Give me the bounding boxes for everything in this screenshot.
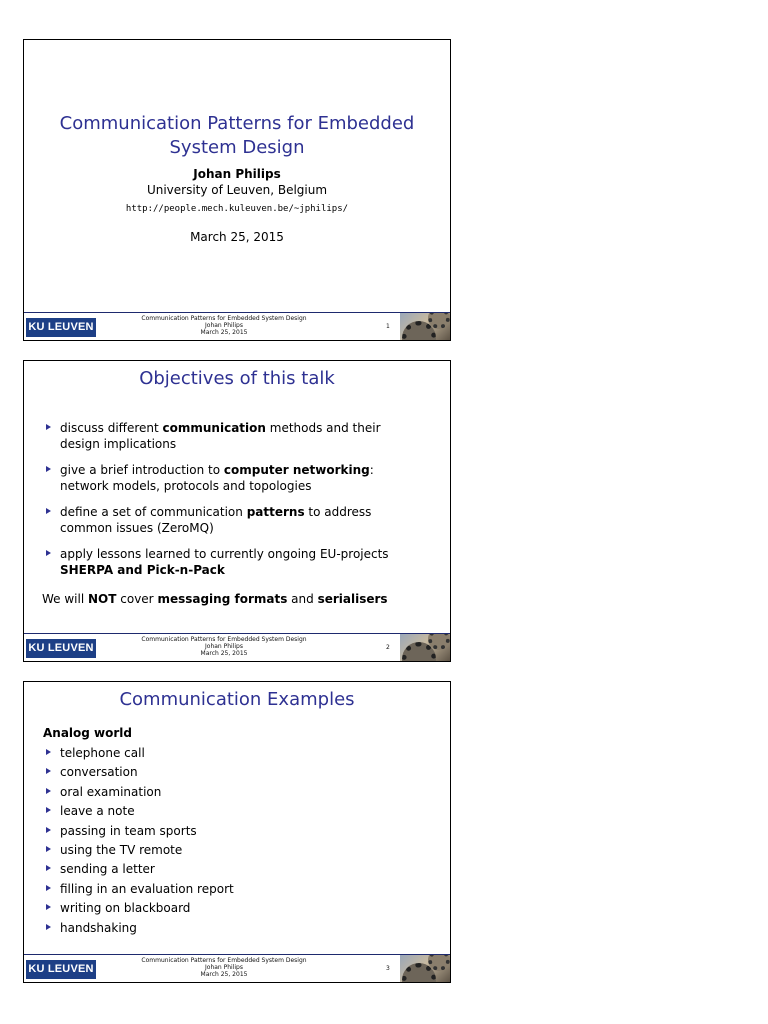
slide-footer bbox=[24, 312, 450, 340]
list-item: apply lessons learned to currently ongoing EU-projects SHERPA and Pick-n-Pack bbox=[46, 546, 416, 578]
bullet-icon bbox=[46, 550, 51, 556]
examples-list bbox=[46, 745, 416, 939]
list-item: using the TV remote bbox=[46, 842, 416, 861]
bullet-icon bbox=[46, 768, 51, 774]
gear-image bbox=[400, 955, 450, 982]
slide-2 bbox=[23, 360, 451, 662]
slide-title: Communication Examples bbox=[119, 689, 355, 710]
bullet-icon bbox=[46, 846, 51, 852]
list-item: leave a note bbox=[46, 803, 416, 822]
institution: University of Leuven, Belgium bbox=[146, 183, 328, 197]
list-item: sending a letter bbox=[46, 861, 416, 880]
page-number: 1 bbox=[386, 323, 390, 330]
slide-1 bbox=[23, 39, 451, 341]
list-item: writing on blackboard bbox=[46, 900, 416, 919]
presentation-date: March 25, 2015 bbox=[190, 230, 284, 244]
footer-meta bbox=[124, 636, 324, 657]
footer-title: Communication Patterns for Embedded System Design bbox=[141, 315, 307, 322]
scope-note: We will NOT cover messaging formats and serialisers bbox=[42, 592, 388, 606]
gear-image bbox=[400, 313, 450, 340]
footer-title: Communication Patterns for Embedded System Design bbox=[141, 636, 307, 643]
footer-date: March 25, 2015 bbox=[200, 971, 248, 978]
slide-title: Objectives of this talk bbox=[139, 368, 335, 389]
list-item: handshaking bbox=[46, 920, 416, 939]
gear-image bbox=[400, 634, 450, 661]
presentation-title: Communication Patterns for Embedded System Design bbox=[59, 113, 415, 158]
footer-date: March 25, 2015 bbox=[200, 329, 248, 336]
bullet-icon bbox=[46, 749, 51, 755]
bullet-icon bbox=[46, 904, 51, 910]
list-item: conversation bbox=[46, 764, 416, 783]
ku-leuven-logo: KU LEUVEN bbox=[26, 318, 96, 337]
slide-footer bbox=[24, 633, 450, 661]
author-name: Johan Philips bbox=[193, 167, 281, 181]
slide-footer bbox=[24, 954, 450, 982]
bullet-icon bbox=[46, 788, 51, 794]
bullet-icon bbox=[46, 424, 51, 430]
list-item: discuss different communication methods and their design implications bbox=[46, 420, 416, 452]
author-url[interactable]: http://people.mech.kuleuven.be/~jphilips/ bbox=[125, 204, 349, 214]
footer-meta bbox=[124, 957, 324, 978]
list-item: filling in an evaluation report bbox=[46, 881, 416, 900]
list-item: give a brief introduction to computer networking: network models, protocols and topologies bbox=[46, 462, 416, 494]
bullet-icon bbox=[46, 827, 51, 833]
list-item: oral examination bbox=[46, 784, 416, 803]
bullet-icon bbox=[46, 924, 51, 930]
footer-author: Johan Philips bbox=[205, 322, 243, 329]
bullet-icon bbox=[46, 885, 51, 891]
objectives-list bbox=[46, 420, 416, 588]
bullet-icon bbox=[46, 508, 51, 514]
footer-author: Johan Philips bbox=[205, 964, 243, 971]
footer-meta bbox=[124, 315, 324, 336]
list-item: define a set of communication patterns to address common issues (ZeroMQ) bbox=[46, 504, 416, 536]
footer-date: March 25, 2015 bbox=[200, 650, 248, 657]
section-subtitle: Analog world bbox=[43, 726, 133, 740]
footer-title: Communication Patterns for Embedded System Design bbox=[141, 957, 307, 964]
page-number: 2 bbox=[386, 644, 390, 651]
page-number: 3 bbox=[386, 965, 390, 972]
ku-leuven-logo: KU LEUVEN bbox=[26, 960, 96, 979]
list-item: passing in team sports bbox=[46, 823, 416, 842]
ku-leuven-logo: KU LEUVEN bbox=[26, 639, 96, 658]
footer-author: Johan Philips bbox=[205, 643, 243, 650]
list-item: telephone call bbox=[46, 745, 416, 764]
bullet-icon bbox=[46, 807, 51, 813]
bullet-icon bbox=[46, 466, 51, 472]
slide-3 bbox=[23, 681, 451, 983]
bullet-icon bbox=[46, 865, 51, 871]
